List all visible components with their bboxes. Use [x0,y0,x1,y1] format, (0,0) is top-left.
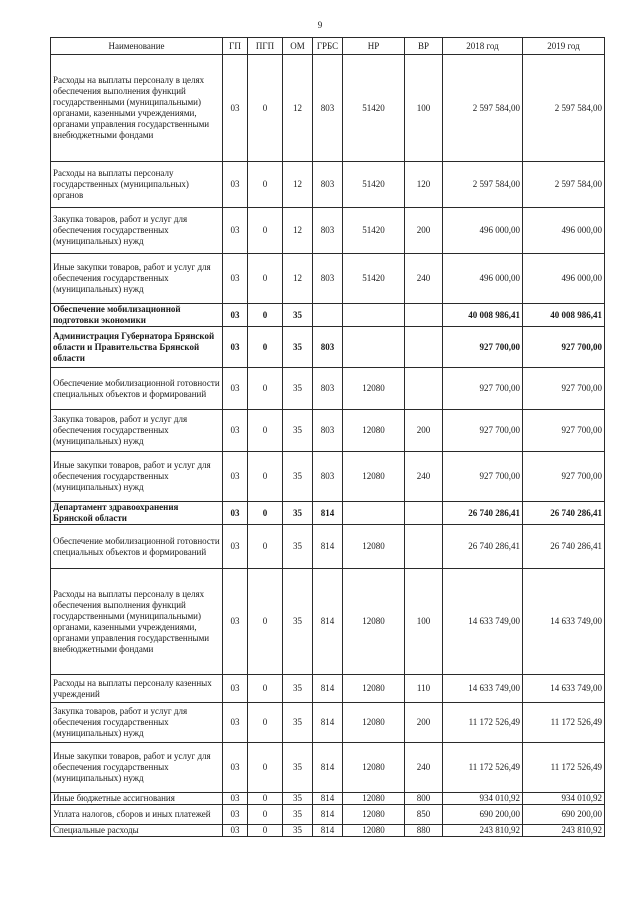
header-name: Наименование [51,38,223,55]
cell-vr [405,525,443,569]
cell-pgp: 0 [248,569,283,675]
cell-2019: 927 700,00 [523,410,605,452]
cell-om: 35 [283,703,313,743]
cell-pgp: 0 [248,825,283,837]
cell-grbs: 803 [313,327,343,368]
cell-2018: 934 010,92 [443,793,523,805]
cell-grbs: 814 [313,743,343,793]
table-row [51,569,605,675]
cell-gp: 03 [223,703,248,743]
cell-2019: 927 700,00 [523,327,605,368]
cell-nr [343,502,405,525]
cell-nr: 12080 [343,525,405,569]
header-vr: ВР [405,38,443,55]
cell-pgp: 0 [248,162,283,208]
page-number: 9 [317,20,323,30]
table-row [51,703,605,743]
cell-om: 35 [283,410,313,452]
cell-pgp: 0 [248,208,283,254]
table-body [51,55,605,837]
cell-2018: 14 633 749,00 [443,569,523,675]
table-row [51,254,605,304]
cell-2019: 927 700,00 [523,452,605,502]
table-row [51,743,605,793]
cell-om: 35 [283,743,313,793]
table-row [51,368,605,410]
cell-grbs: 814 [313,793,343,805]
cell-vr: 100 [405,569,443,675]
cell-2018: 26 740 286,41 [443,502,523,525]
cell-gp: 03 [223,304,248,327]
cell-om: 35 [283,793,313,805]
cell-grbs: 814 [313,703,343,743]
cell-gp: 03 [223,805,248,825]
cell-nr: 12080 [343,793,405,805]
cell-nr: 51420 [343,162,405,208]
cell-2018: 496 000,00 [443,208,523,254]
table-row [51,410,605,452]
cell-2019: 11 172 526,49 [523,703,605,743]
cell-om: 35 [283,525,313,569]
cell-grbs: 814 [313,502,343,525]
cell-grbs: 803 [313,208,343,254]
budget-table [50,37,605,837]
cell-vr: 800 [405,793,443,805]
cell-2018: 2 597 584,00 [443,55,523,162]
cell-grbs: 814 [313,569,343,675]
cell-om: 35 [283,675,313,703]
cell-gp: 03 [223,55,248,162]
table-row [51,675,605,703]
cell-gp: 03 [223,569,248,675]
cell-2018: 927 700,00 [443,368,523,410]
cell-vr: 240 [405,452,443,502]
cell-gp: 03 [223,793,248,805]
header-gp: ГП [223,38,248,55]
cell-grbs: 814 [313,525,343,569]
cell-nr: 12080 [343,675,405,703]
cell-name: Расходы на выплаты персоналу казенных учреждений [51,675,223,703]
cell-name: Закупка товаров, работ и услуг для обеспечения государственных (муниципальных) нужд [51,208,223,254]
cell-grbs: 803 [313,162,343,208]
cell-nr: 12080 [343,569,405,675]
cell-vr: 880 [405,825,443,837]
cell-pgp: 0 [248,368,283,410]
cell-vr: 120 [405,162,443,208]
cell-2019: 40 008 986,41 [523,304,605,327]
table-row [51,502,605,525]
cell-name: Обеспечение мобилизационной готовности специальных объектов и формирований [51,525,223,569]
cell-vr [405,368,443,410]
header-2019: 2019 год [523,38,605,55]
cell-2019: 26 740 286,41 [523,502,605,525]
cell-grbs: 814 [313,825,343,837]
cell-2019: 14 633 749,00 [523,569,605,675]
cell-nr: 12080 [343,703,405,743]
cell-2018: 11 172 526,49 [443,703,523,743]
cell-pgp: 0 [248,805,283,825]
cell-2019: 243 810,92 [523,825,605,837]
cell-gp: 03 [223,525,248,569]
cell-pgp: 0 [248,793,283,805]
cell-name: Иные закупки товаров, работ и услуг для обеспечения государственных (муниципальных) нужд [51,743,223,793]
cell-vr [405,327,443,368]
cell-2019: 14 633 749,00 [523,675,605,703]
cell-name: Специальные расходы [51,825,223,837]
cell-om: 12 [283,55,313,162]
cell-om: 35 [283,452,313,502]
cell-om: 12 [283,162,313,208]
cell-pgp: 0 [248,410,283,452]
cell-vr: 240 [405,743,443,793]
header-pgp: ПГП [248,38,283,55]
cell-gp: 03 [223,675,248,703]
cell-gp: 03 [223,208,248,254]
cell-om: 35 [283,805,313,825]
cell-2018: 11 172 526,49 [443,743,523,793]
table-row [51,452,605,502]
cell-name: Иные закупки товаров, работ и услуг для обеспечения государственных (муниципальных) нужд [51,452,223,502]
cell-2019: 496 000,00 [523,208,605,254]
cell-nr: 12080 [343,452,405,502]
header-nr: НР [343,38,405,55]
cell-om: 35 [283,502,313,525]
table-row [51,162,605,208]
cell-name: Обеспечение мобилизационной готовности специальных объектов и формирований [51,368,223,410]
cell-om: 35 [283,825,313,837]
cell-gp: 03 [223,743,248,793]
cell-vr [405,304,443,327]
cell-2018: 496 000,00 [443,254,523,304]
cell-2019: 26 740 286,41 [523,525,605,569]
cell-name: Иные бюджетные ассигнования [51,793,223,805]
cell-2018: 2 597 584,00 [443,162,523,208]
cell-pgp: 0 [248,743,283,793]
cell-gp: 03 [223,825,248,837]
cell-name: Администрация Губернатора Брянской области и Правительства Брянской области [51,327,223,368]
cell-2019: 934 010,92 [523,793,605,805]
cell-gp: 03 [223,368,248,410]
table-row [51,805,605,825]
cell-vr: 240 [405,254,443,304]
cell-nr: 51420 [343,55,405,162]
table-row [51,304,605,327]
cell-grbs: 814 [313,805,343,825]
cell-name: Департамент здравоохранения Брянской области [51,502,223,525]
cell-vr [405,502,443,525]
table-row [51,327,605,368]
cell-nr: 51420 [343,254,405,304]
cell-om: 35 [283,327,313,368]
cell-vr: 200 [405,703,443,743]
cell-grbs: 803 [313,410,343,452]
cell-nr: 12080 [343,825,405,837]
cell-2019: 2 597 584,00 [523,55,605,162]
cell-nr: 12080 [343,410,405,452]
cell-nr: 12080 [343,805,405,825]
cell-2018: 927 700,00 [443,410,523,452]
cell-grbs: 803 [313,254,343,304]
cell-2019: 496 000,00 [523,254,605,304]
cell-vr: 850 [405,805,443,825]
cell-2019: 690 200,00 [523,805,605,825]
cell-2018: 14 633 749,00 [443,675,523,703]
table-row [51,825,605,837]
cell-nr: 12080 [343,743,405,793]
cell-gp: 03 [223,452,248,502]
table-row [51,55,605,162]
cell-grbs: 814 [313,675,343,703]
cell-grbs: 803 [313,368,343,410]
cell-pgp: 0 [248,452,283,502]
cell-om: 35 [283,304,313,327]
cell-pgp: 0 [248,55,283,162]
cell-2019: 11 172 526,49 [523,743,605,793]
cell-nr: 12080 [343,368,405,410]
cell-gp: 03 [223,162,248,208]
cell-pgp: 0 [248,327,283,368]
cell-pgp: 0 [248,304,283,327]
cell-pgp: 0 [248,675,283,703]
cell-name: Закупка товаров, работ и услуг для обеспечения государственных (муниципальных) нужд [51,703,223,743]
cell-gp: 03 [223,327,248,368]
cell-pgp: 0 [248,703,283,743]
cell-2018: 243 810,92 [443,825,523,837]
cell-gp: 03 [223,254,248,304]
cell-name: Закупка товаров, работ и услуг для обеспечения государственных (муниципальных) нужд [51,410,223,452]
cell-name: Расходы на выплаты персоналу государственных (муниципальных) органов [51,162,223,208]
table-row [51,793,605,805]
header-grbs: ГРБС [313,38,343,55]
cell-pgp: 0 [248,502,283,525]
table-row [51,208,605,254]
cell-nr: 51420 [343,208,405,254]
cell-vr: 200 [405,410,443,452]
cell-2018: 690 200,00 [443,805,523,825]
cell-2018: 40 008 986,41 [443,304,523,327]
header-om: ОМ [283,38,313,55]
header-2018: 2018 год [443,38,523,55]
cell-gp: 03 [223,410,248,452]
cell-name: Уплата налогов, сборов и иных платежей [51,805,223,825]
cell-2019: 2 597 584,00 [523,162,605,208]
cell-nr [343,304,405,327]
cell-name: Обеспечение мобилизационной подготовки экономики [51,304,223,327]
cell-om: 35 [283,368,313,410]
cell-name: Расходы на выплаты персоналу в целях обеспечения выполнения функций государственными (муниципальными) органами, казенными учреждениями, органами управления государственными внебюджетными фондами [51,55,223,162]
cell-grbs: 803 [313,452,343,502]
cell-om: 35 [283,569,313,675]
cell-gp: 03 [223,502,248,525]
cell-2018: 927 700,00 [443,327,523,368]
cell-vr: 100 [405,55,443,162]
cell-2019: 927 700,00 [523,368,605,410]
table-row [51,525,605,569]
cell-om: 12 [283,254,313,304]
cell-2018: 26 740 286,41 [443,525,523,569]
cell-pgp: 0 [248,525,283,569]
cell-om: 12 [283,208,313,254]
cell-vr: 200 [405,208,443,254]
cell-name: Иные закупки товаров, работ и услуг для обеспечения государственных (муниципальных) нужд [51,254,223,304]
cell-nr [343,327,405,368]
cell-grbs [313,304,343,327]
cell-pgp: 0 [248,254,283,304]
cell-2018: 927 700,00 [443,452,523,502]
table-header-row [51,38,605,55]
cell-vr: 110 [405,675,443,703]
cell-name: Расходы на выплаты персоналу в целях обеспечения выполнения функций государственными (муниципальными) органами, казенными учреждениями, органами управления государственными внебюджетными фондами [51,569,223,675]
cell-grbs: 803 [313,55,343,162]
